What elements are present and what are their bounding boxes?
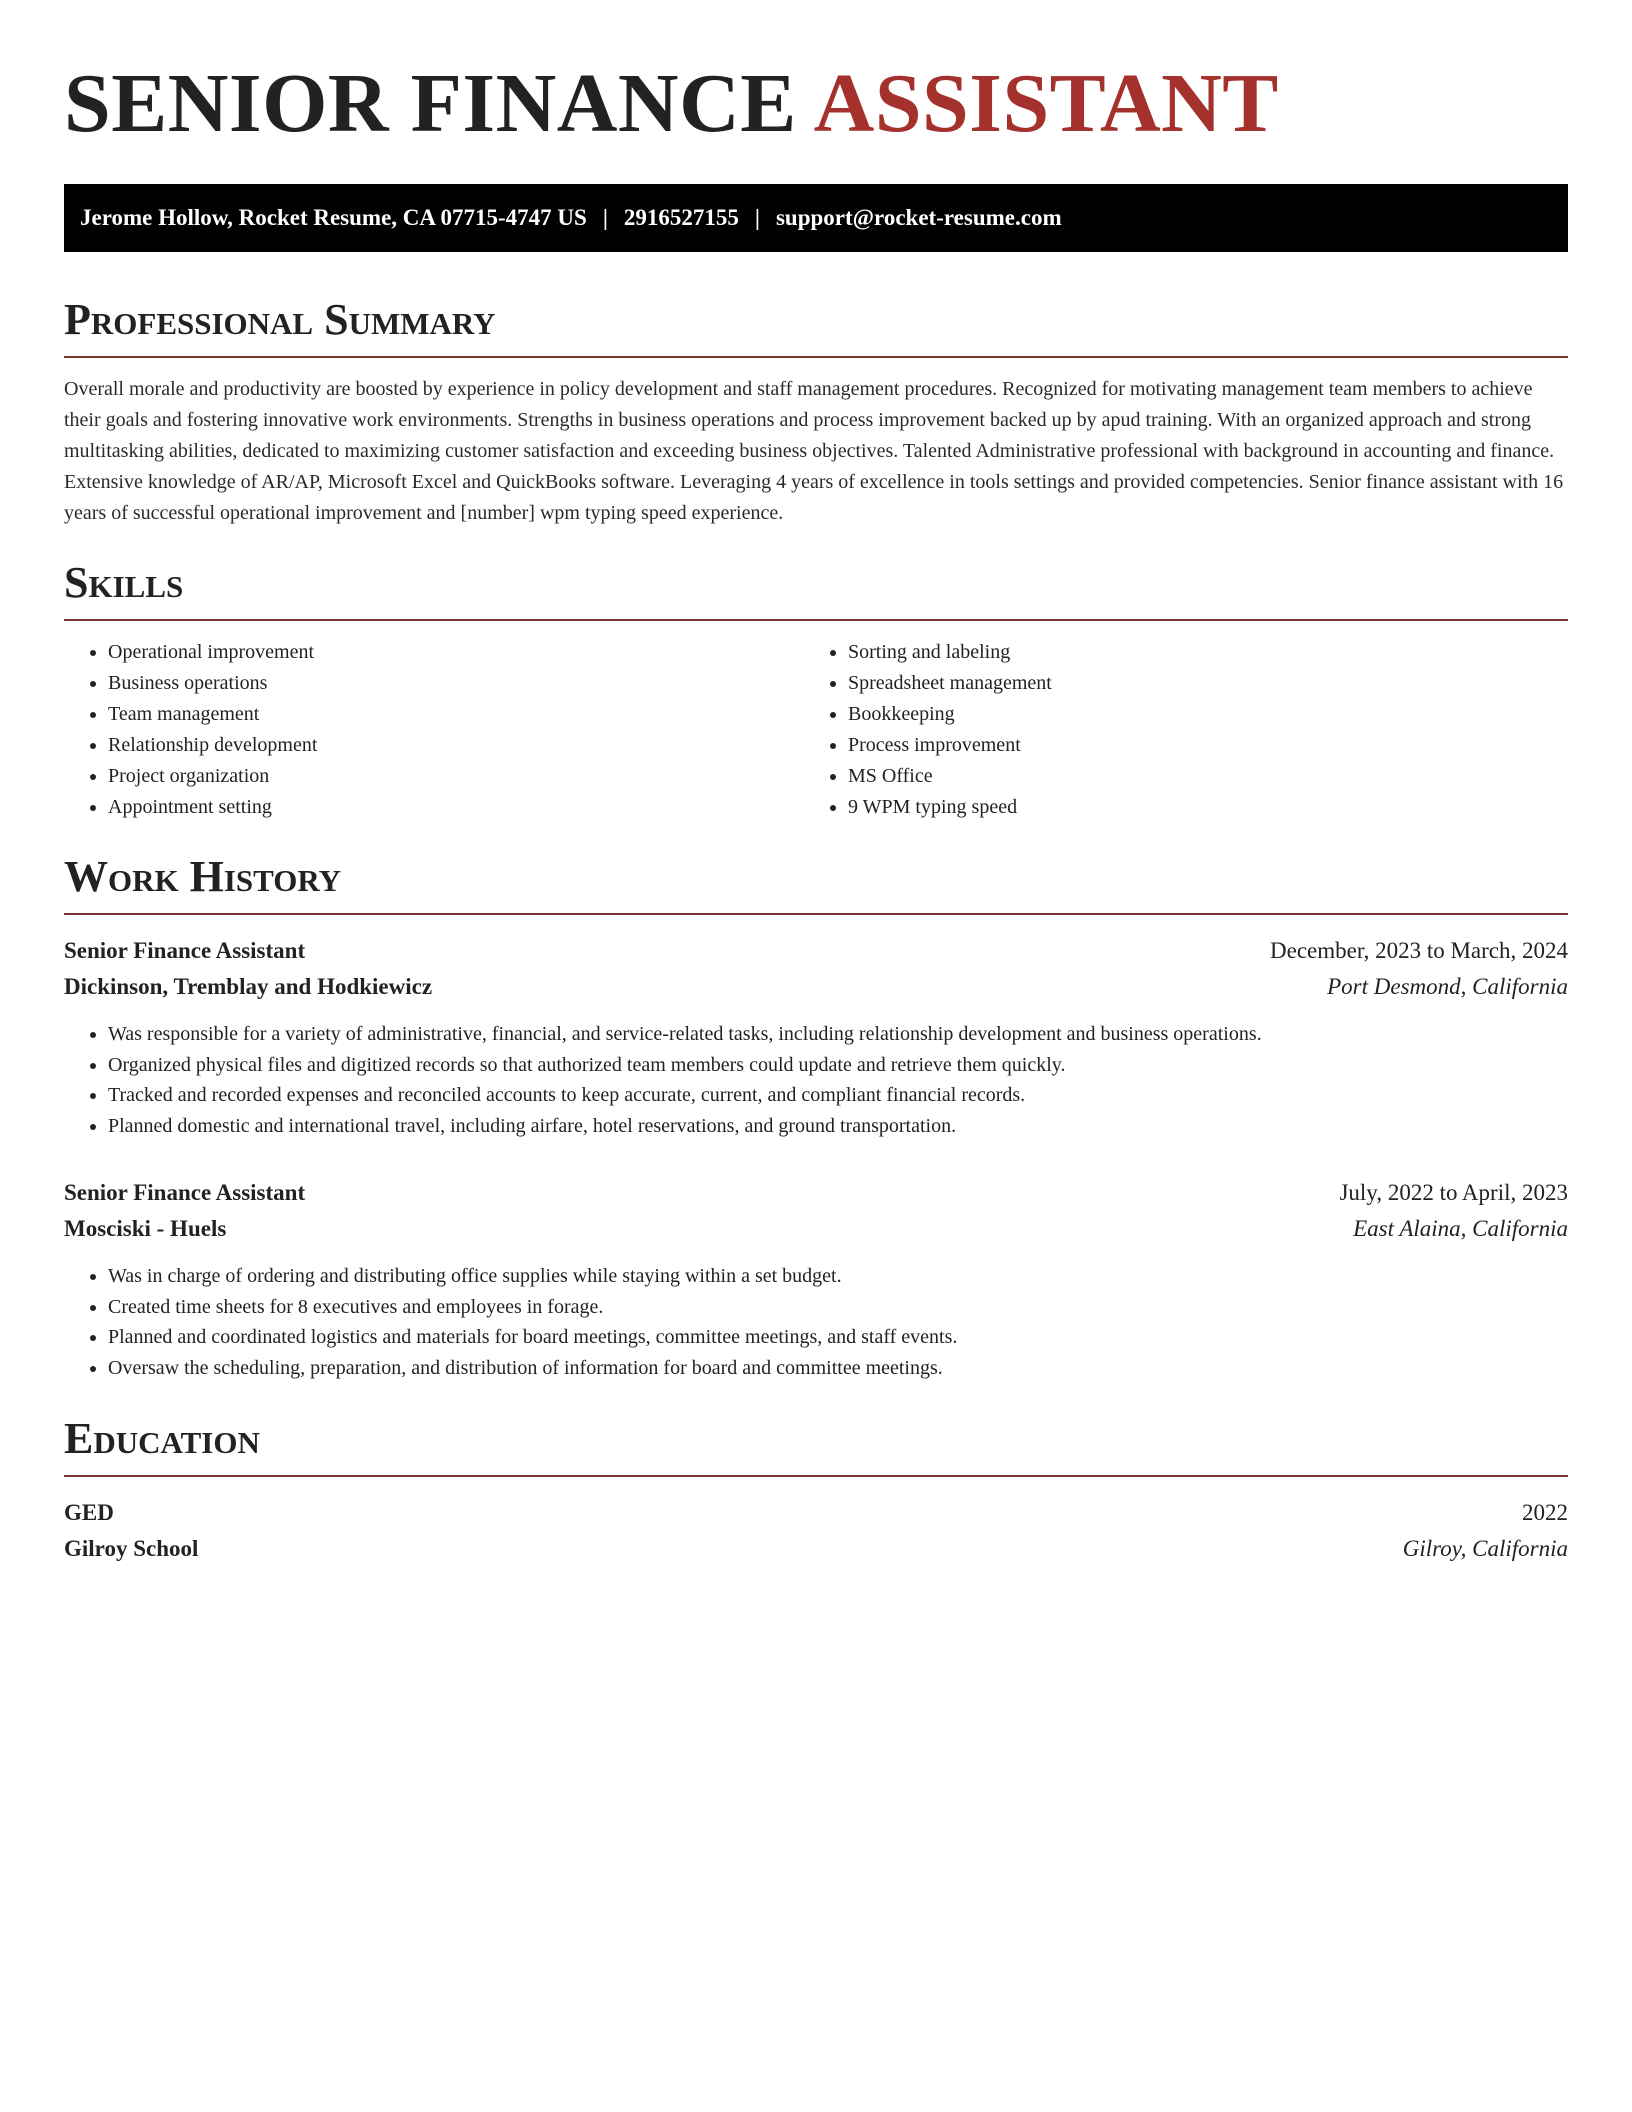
education-year: 2022 xyxy=(1522,1500,1568,1525)
skill-item: • Team management xyxy=(108,699,804,730)
job-bullet: • Tracked and recorded expenses and reconciled accounts to keep accurate, current, and compliant financial records. xyxy=(108,1080,1568,1111)
title-main: SENIOR FINANCE xyxy=(64,57,797,150)
skill-item: • 9 WPM typing speed xyxy=(848,792,1544,823)
skill-item: • Business operations xyxy=(108,668,804,699)
contact-phone: 2916527155 xyxy=(623,205,739,230)
education-degree-row xyxy=(64,1495,1568,1531)
education-location: Gilroy, California xyxy=(1402,1536,1568,1561)
contact-separator: | xyxy=(754,205,760,230)
job-bullet: • Was responsible for a variety of administrative, financial, and service-related tasks, including relationship development and business operations. xyxy=(108,1019,1568,1050)
work-history-heading: Work History xyxy=(64,851,1568,915)
job-title-row xyxy=(64,933,1568,969)
skill-item: • Spreadsheet management xyxy=(848,668,1544,699)
education-school-row xyxy=(64,1531,1568,1567)
contact-separator: | xyxy=(602,205,608,230)
job-dates: July, 2022 to April, 2023 xyxy=(1339,1180,1568,1205)
summary-text: Overall morale and productivity are boosted by experience in policy development and staff management procedures. Recognized for motivating management team members to achieve their goals and fostering innovative work environments. Strengths in business operations and process improvement backed up by apud training. With an organized approach and strong multitasking abilities, dedicated to maximizing customer satisfaction and exceeding business objectives. Talented Administrative professional with background in accounting and finance. Extensive knowledge of AR/AP, Microsoft Excel and QuickBooks software. Leveraging 4 years of excellence in tools settings and provided competencies. Senior finance assistant with 16 years of successful operational improvement and [number] wpm typing speed experience. xyxy=(64,378,1564,524)
job-title: Senior Finance Assistant xyxy=(64,1180,306,1205)
job-bullet: • Was in charge of ordering and distributing office supplies while staying within a set budget. xyxy=(108,1261,1568,1292)
skills-list-left xyxy=(64,637,804,823)
job-bullets xyxy=(64,1261,1568,1383)
job-bullet: • Organized physical files and digitized records so that authorized team members could update and retrieve them quickly. xyxy=(108,1050,1568,1081)
education-school: Gilroy School xyxy=(64,1536,199,1561)
skill-item: • Sorting and labeling xyxy=(848,637,1544,668)
job-bullets xyxy=(64,1019,1568,1141)
skills-columns xyxy=(64,637,1568,823)
job-company: Dickinson, Tremblay and Hodkiewicz xyxy=(64,974,433,999)
job-location: East Alaina, California xyxy=(1353,1216,1568,1241)
education-entry xyxy=(64,1495,1568,1567)
job-bullet: • Planned domestic and international travel, including airfare, hotel reservations, and ground transportation. xyxy=(108,1111,1568,1142)
job-location: Port Desmond, California xyxy=(1327,974,1568,999)
contact-bar xyxy=(64,184,1568,252)
skill-item: • Process improvement xyxy=(848,730,1544,761)
education-degree: GED xyxy=(64,1500,114,1525)
job-company-row xyxy=(64,969,1568,1005)
job-title-row xyxy=(64,1175,1568,1211)
skill-item: • Operational improvement xyxy=(108,637,804,668)
job-title: Senior Finance Assistant xyxy=(64,938,306,963)
skill-item: • Appointment setting xyxy=(108,792,804,823)
job-entry xyxy=(64,1175,1568,1383)
job-dates: December, 2023 to March, 2024 xyxy=(1270,938,1568,963)
job-entry xyxy=(64,933,1568,1141)
skills-list-right xyxy=(804,637,1544,823)
skill-item: • Bookkeeping xyxy=(848,699,1544,730)
title-accent: ASSISTANT xyxy=(813,57,1279,150)
skill-item: • Relationship development xyxy=(108,730,804,761)
contact-email: support@rocket-resume.com xyxy=(775,205,1062,230)
education-heading: Education xyxy=(64,1413,1568,1477)
skill-item: • MS Office xyxy=(848,761,1544,792)
resume-title xyxy=(64,56,1568,152)
job-company: Mosciski - Huels xyxy=(64,1216,227,1241)
job-company-row xyxy=(64,1211,1568,1247)
job-bullet: • Oversaw the scheduling, preparation, and distribution of information for board and committee meetings. xyxy=(108,1353,1568,1384)
summary-heading: Professional Summary xyxy=(64,294,1568,358)
job-bullet: • Created time sheets for 8 executives and employees in forage. xyxy=(108,1292,1568,1323)
resume-page xyxy=(64,0,1568,1567)
skill-item: • Project organization xyxy=(108,761,804,792)
job-bullet: • Planned and coordinated logistics and materials for board meetings, committee meetings, and staff events. xyxy=(108,1322,1568,1353)
contact-address: Jerome Hollow, Rocket Resume, CA 07715-4747 US xyxy=(80,205,587,230)
skills-heading: Skills xyxy=(64,557,1568,621)
